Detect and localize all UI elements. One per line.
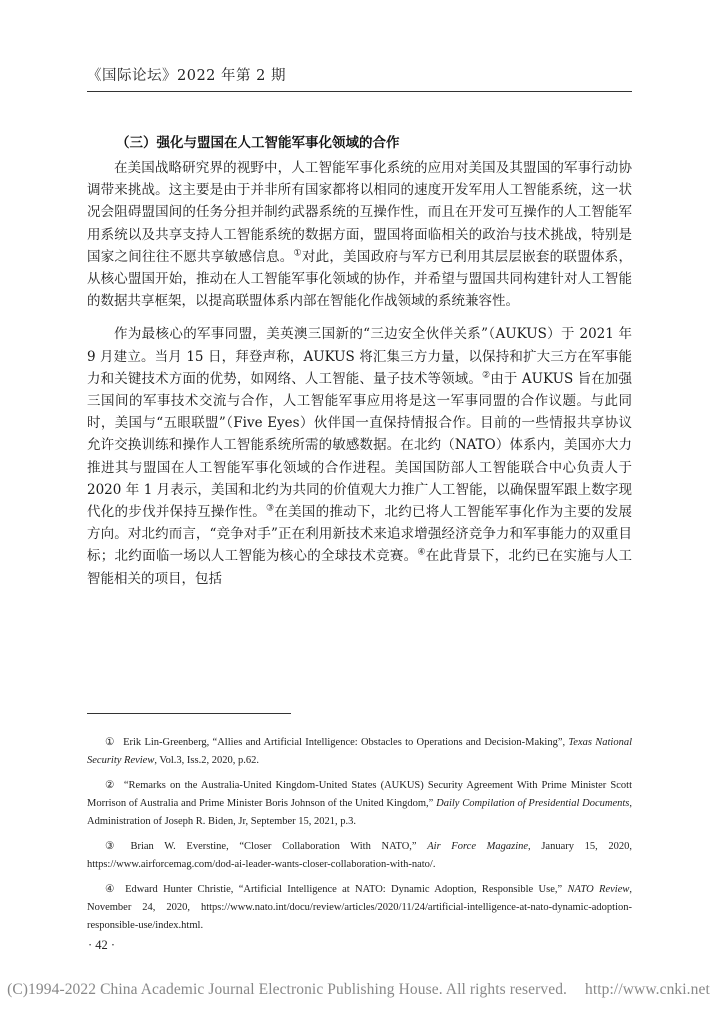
footnote-text: Edward Hunter Christie, “Artificial Intelligence at NATO: Dynamic Adoption, Responsible Use,” (125, 884, 568, 895)
paragraph-text: 在此背景下，北约已在实施与人工智能相关的项目，包括 (87, 548, 633, 587)
footnote-mark: ② (105, 780, 116, 791)
footnotes (87, 734, 632, 942)
footnote-item (87, 777, 632, 831)
body-paragraph (87, 157, 632, 312)
footnote-text: , Administration of Joseph R. Biden, Jr, September 15, 2021, p.3. (87, 798, 632, 827)
footnote-text: , November 24, 2020, https://www.nato.int/docu/review/articles/2020/11/24/artificial-intelligence-at-nato-dynamic-adoption-responsible-use/index.html. (87, 884, 632, 931)
footnote-ref[interactable]: ① (293, 248, 302, 259)
footnote-source-title: Air Force Magazine (427, 841, 529, 852)
footnote-item (87, 734, 632, 770)
copyright-text: (C)1994-2022 China Academic Journal Electronic Publishing House. All rights reserved. (7, 981, 568, 998)
footnote-divider (87, 713, 291, 714)
header-divider (87, 91, 632, 92)
footnote-source-title: Daily Compilation of Presidential Documents (436, 798, 630, 809)
footnote-source-title: Texas National Security Review (87, 737, 632, 766)
footnote-text: Erik Lin-Greenberg, “Allies and Artificial Intelligence: Obstacles to Operations and Decision-Making”, (123, 737, 569, 748)
paragraph-text: 作为最核心的军事同盟，美英澳三国新的“三边安全伙伴关系”（AUKUS）于 2021 年 9 月建立。当月 15 日，拜登声称，AUKUS 将汇集三方力量，以保持和扩大三方在军事能力和关键技术方面的优势，如网络、人工智能、量子技术等领域。 (87, 326, 632, 387)
footnote-text: , January 15, 2020, https://www.airforcemag.com/dod-ai-leader-wants-closer-collaboration-with-nato/. (87, 841, 633, 870)
copyright-watermark (0, 981, 717, 999)
footnote-mark: ③ (105, 841, 123, 852)
paragraph-text: 由于 AUKUS 旨在加强三国间的军事技术交流与合作，人工智能军事应用将是这一军事同盟的合作议题。与此同时，美国与“五眼联盟”（Five Eyes）伙伴国一直保持情报合作。目前的一些情报共享协议允许交换训练和操作人工智能系统所需的敏感数据。在北约（NATO）体系内，美国亦大力推进其与盟国在人工智能军事化领域的合作进程。美国国防部人工智能联合中心负责人于 2020 年 1 月表示，美国和北约为共同的价值观大力推广人工智能，以确保盟军跟上数字现代化的步伐并保持互操作性。 (87, 370, 633, 521)
footnote-text: Brian W. Everstine, “Closer Collaboration With NATO,” (130, 841, 428, 852)
journal-running-header: 《国际论坛》2022 年第 2 期 (87, 68, 286, 84)
footnote-ref[interactable]: ② (482, 370, 491, 381)
footnote-mark: ① (105, 737, 116, 748)
paragraph-text: 在美国战略研究界的视野中，人工智能军事化系统的应用对美国及其盟国的军事行动协调带来挑战。这主要是由于并非所有国家都将以相同的速度开发军用人工智能系统，这一状况会阻碍盟国间的任务分担并制约武器系统的互操作性，而且在开发可互操作的人工智能军用系统以及共享支持人工智能系统的数据方面，盟国将面临相关的政治与技术挑战，特别是国家之间往往不愿共享敏感信息。 (87, 160, 632, 265)
page-number: · 42 · (88, 938, 116, 952)
paragraph-text: 对此，美国政府与军方已利用其层层嵌套的联盟体系，从核心盟国开始，推动在人工智能军事化领域的协作，并希望与盟国共同构建针对人工智能的数据共享框架，以提高联盟体系内部在智能化作战领域的系统兼容性。 (87, 248, 633, 310)
footnote-ref[interactable]: ③ (265, 503, 275, 514)
footnote-ref[interactable]: ④ (417, 547, 426, 558)
footnote-text: “Remarks on the Australia-United Kingdom-United States (AUKUS) Security Agreement With Prime Minister Scott Morrison of Australia and Prime Minister Boris Johnson of the United Kingdom,” (87, 780, 632, 809)
cnki-url[interactable]: http://www.cnki.net (585, 981, 710, 998)
footnote-source-title: NATO Review (567, 884, 630, 895)
footnote-text: , Vol.3, Iss.2, 2020, p.62. (154, 755, 259, 766)
section-heading: （三）强化与盟国在人工智能军事化领域的合作 (116, 135, 400, 151)
footnote-mark: ④ (105, 884, 118, 895)
article-body (87, 157, 632, 601)
footnote-item (87, 881, 632, 935)
footnote-item (87, 838, 632, 874)
body-paragraph (87, 323, 632, 589)
paragraph-text: 在美国的推动下，北约已将人工智能军事化作为主要的发展方向。对北约而言，“竞争对手”正在利用新技术来追求增强经济竞争力和军事能力的双重目标；北约面临一场以人工智能为核心的全球技术竞赛。 (87, 504, 633, 565)
